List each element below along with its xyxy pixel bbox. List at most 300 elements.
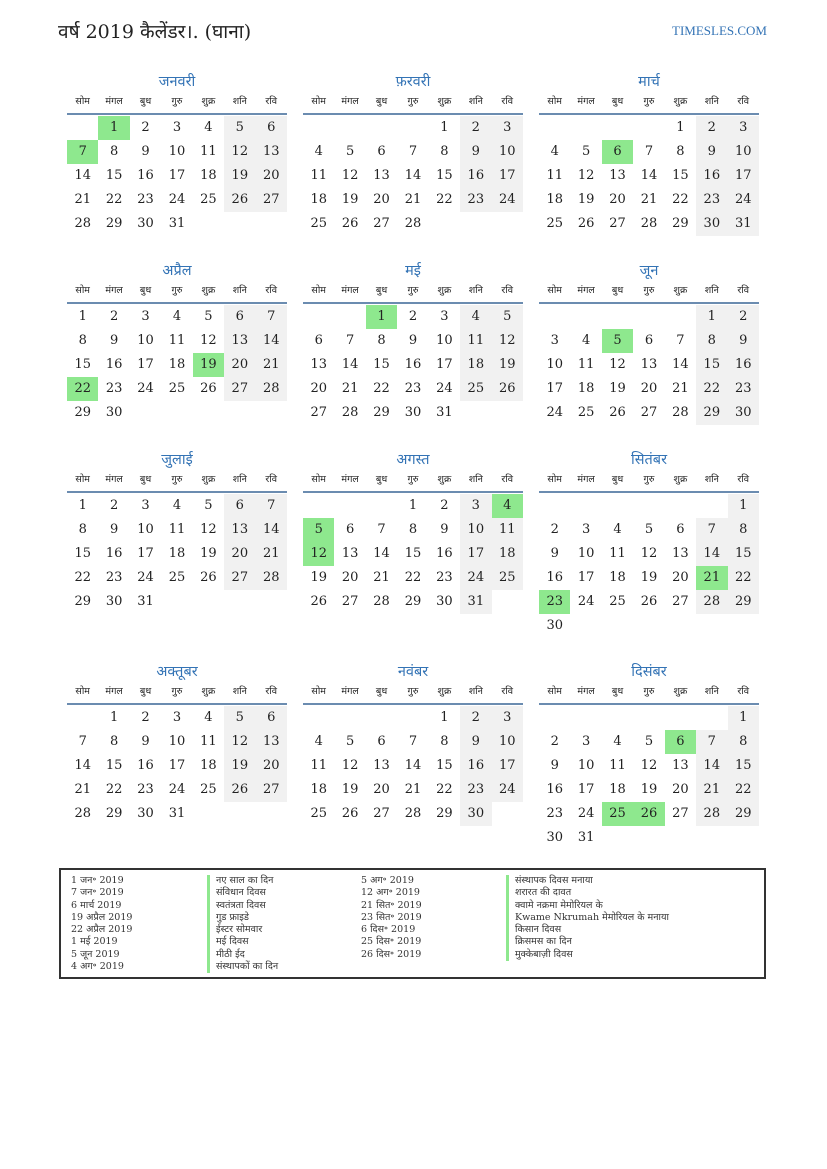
day-cell[interactable]: 23: [105, 570, 123, 585]
day-cell[interactable]: 21: [256, 542, 287, 566]
day-cell[interactable]: 8: [440, 734, 449, 749]
day-cell[interactable]: 12: [224, 730, 255, 754]
day-cell[interactable]: 26: [200, 381, 217, 396]
day-cell[interactable]: 30: [404, 405, 422, 420]
day-cell[interactable]: 25: [609, 594, 626, 609]
day-cell[interactable]: 27: [373, 806, 390, 821]
day-cell[interactable]: 20: [224, 542, 255, 566]
day-cell[interactable]: 28: [373, 594, 390, 609]
day-cell[interactable]: 19: [341, 782, 359, 797]
day-cell[interactable]: 24: [492, 188, 523, 212]
day-cell[interactable]: 4: [314, 734, 323, 749]
day-cell[interactable]: 15: [74, 546, 91, 561]
day-cell[interactable]: 18: [492, 542, 523, 566]
day-cell[interactable]: 18: [200, 758, 217, 773]
day-cell[interactable]: 19: [224, 754, 255, 778]
day-cell[interactable]: 17: [577, 782, 595, 797]
day-cell[interactable]: 6: [377, 734, 386, 749]
day-cell[interactable]: 14: [672, 357, 689, 372]
day-cell[interactable]: 8: [78, 522, 87, 537]
day-cell[interactable]: 10: [577, 758, 595, 773]
day-cell[interactable]: 23: [728, 377, 759, 401]
day-cell[interactable]: 17: [460, 542, 491, 566]
day-cell[interactable]: 22: [436, 782, 453, 797]
day-cell[interactable]: 21: [640, 192, 658, 207]
day-cell[interactable]: 3: [492, 116, 523, 140]
day-cell[interactable]: 28: [256, 377, 287, 401]
day-cell[interactable]: 14: [640, 168, 658, 183]
day-cell[interactable]: 18: [546, 192, 563, 207]
day-cell[interactable]: 16: [546, 782, 563, 797]
day-cell[interactable]: 30: [546, 830, 563, 845]
day-cell[interactable]: 1: [440, 120, 449, 135]
day-cell[interactable]: 16: [546, 570, 563, 585]
day-cell[interactable]: 23: [460, 188, 491, 212]
day-cell[interactable]: 18: [168, 546, 186, 561]
day-cell[interactable]: 8: [676, 144, 685, 159]
day-cell[interactable]: 13: [341, 546, 359, 561]
day-cell[interactable]: 11: [577, 357, 595, 372]
day-cell[interactable]: 11: [492, 518, 523, 542]
day-cell[interactable]: 27: [256, 188, 287, 212]
day-cell[interactable]: 28: [696, 590, 727, 614]
day-cell[interactable]: 11: [546, 168, 563, 183]
day-cell[interactable]: 5: [224, 116, 255, 140]
day-cell[interactable]: 7: [644, 144, 654, 159]
day-cell[interactable]: 1: [728, 706, 759, 730]
day-cell[interactable]: 15: [728, 754, 759, 778]
day-cell[interactable]: 22: [672, 192, 689, 207]
day-cell[interactable]: 16: [460, 164, 491, 188]
day-cell[interactable]: 24: [168, 192, 186, 207]
day-cell[interactable]: 14: [74, 758, 91, 773]
day-cell[interactable]: 19: [492, 353, 523, 377]
day-cell[interactable]: 20: [341, 570, 359, 585]
day-cell[interactable]: 18: [168, 357, 186, 372]
day-cell[interactable]: 13: [672, 546, 689, 561]
day-cell[interactable]: 21: [404, 192, 422, 207]
day-cell[interactable]: 25: [310, 216, 327, 231]
day-cell[interactable]: 10: [577, 546, 595, 561]
day-cell[interactable]: 3: [460, 494, 491, 518]
day-cell[interactable]: 21: [373, 570, 390, 585]
day-cell[interactable]: 17: [168, 168, 186, 183]
day-cell[interactable]: 16: [105, 546, 123, 561]
day-cell[interactable]: 29: [404, 594, 422, 609]
day-cell[interactable]: 24: [436, 381, 453, 396]
day-cell[interactable]: 2: [141, 710, 150, 725]
day-cell[interactable]: 5: [224, 706, 255, 730]
day-cell[interactable]: 14: [373, 546, 390, 561]
day-cell[interactable]: 6: [644, 333, 654, 348]
day-cell[interactable]: 26: [640, 594, 658, 609]
day-cell[interactable]: 24: [460, 566, 491, 590]
day-cell[interactable]: 3: [728, 116, 759, 140]
day-cell[interactable]: 4: [550, 144, 559, 159]
day-cell[interactable]: 11: [200, 734, 217, 749]
day-cell[interactable]: 12: [341, 758, 359, 773]
day-cell[interactable]: 8: [408, 522, 418, 537]
day-cell[interactable]: 10: [460, 518, 491, 542]
day-cell[interactable]: 8: [696, 329, 727, 353]
day-cell[interactable]: 7: [696, 518, 727, 542]
day-cell[interactable]: 4: [204, 120, 213, 135]
day-cell[interactable]: 24: [492, 778, 523, 802]
day-cell[interactable]: 21: [256, 353, 287, 377]
day-cell[interactable]: 25: [200, 782, 217, 797]
day-cell[interactable]: 15: [436, 168, 453, 183]
day-cell[interactable]: 21: [696, 778, 727, 802]
day-cell[interactable]: 11: [168, 333, 186, 348]
day-cell[interactable]: 29: [696, 401, 727, 425]
day-cell[interactable]: 13: [310, 357, 327, 372]
day-cell[interactable]: 11: [168, 522, 186, 537]
day-cell[interactable]: 29: [105, 806, 123, 821]
day-cell[interactable]: 13: [373, 758, 390, 773]
day-cell[interactable]: 18: [200, 168, 217, 183]
day-cell[interactable]: 22: [436, 192, 453, 207]
day-cell[interactable]: 20: [373, 192, 390, 207]
day-cell[interactable]: 11: [460, 329, 491, 353]
day-cell[interactable]: 20: [609, 192, 626, 207]
day-cell[interactable]: 9: [141, 144, 150, 159]
day-cell[interactable]: 15: [436, 758, 453, 773]
day-cell[interactable]: 16: [105, 357, 123, 372]
day-cell[interactable]: 21: [672, 381, 689, 396]
day-cell[interactable]: 5: [644, 522, 654, 537]
day-cell[interactable]: 9: [728, 329, 759, 353]
day-cell[interactable]: 31: [137, 594, 154, 609]
day-cell[interactable]: 25: [492, 566, 523, 590]
holiday-day-cell[interactable]: 6: [602, 140, 633, 164]
day-cell[interactable]: 18: [460, 353, 491, 377]
day-cell[interactable]: 1: [440, 710, 449, 725]
day-cell[interactable]: 1: [78, 498, 87, 513]
day-cell[interactable]: 28: [256, 566, 287, 590]
day-cell[interactable]: 3: [440, 309, 449, 324]
day-cell[interactable]: 2: [109, 309, 119, 324]
day-cell[interactable]: 12: [640, 546, 658, 561]
day-cell[interactable]: 27: [640, 405, 658, 420]
day-cell[interactable]: 15: [696, 353, 727, 377]
holiday-day-cell[interactable]: 12: [303, 542, 334, 566]
day-cell[interactable]: 10: [492, 140, 523, 164]
day-cell[interactable]: 16: [728, 353, 759, 377]
day-cell[interactable]: 9: [550, 546, 559, 561]
day-cell[interactable]: 10: [137, 522, 154, 537]
holiday-day-cell[interactable]: 22: [67, 377, 98, 401]
day-cell[interactable]: 14: [404, 758, 422, 773]
day-cell[interactable]: 12: [492, 329, 523, 353]
day-cell[interactable]: 25: [460, 377, 491, 401]
day-cell[interactable]: 9: [440, 522, 449, 537]
holiday-day-cell[interactable]: 4: [492, 494, 523, 518]
day-cell[interactable]: 30: [436, 594, 453, 609]
day-cell[interactable]: 19: [609, 381, 626, 396]
day-cell[interactable]: 17: [577, 570, 595, 585]
day-cell[interactable]: 8: [78, 333, 87, 348]
day-cell[interactable]: 7: [408, 144, 418, 159]
holiday-day-cell[interactable]: 5: [303, 518, 334, 542]
day-cell[interactable]: 6: [345, 522, 355, 537]
day-cell[interactable]: 15: [105, 758, 123, 773]
day-cell[interactable]: 25: [546, 216, 563, 231]
day-cell[interactable]: 28: [404, 806, 422, 821]
day-cell[interactable]: 7: [345, 333, 355, 348]
day-cell[interactable]: 28: [640, 216, 658, 231]
day-cell[interactable]: 15: [728, 542, 759, 566]
day-cell[interactable]: 18: [577, 381, 595, 396]
day-cell[interactable]: 12: [224, 140, 255, 164]
day-cell[interactable]: 7: [696, 730, 727, 754]
holiday-day-cell[interactable]: 19: [193, 353, 224, 377]
day-cell[interactable]: 11: [609, 758, 626, 773]
day-cell[interactable]: 19: [640, 782, 658, 797]
day-cell[interactable]: 15: [373, 357, 390, 372]
day-cell[interactable]: 4: [204, 710, 213, 725]
day-cell[interactable]: 28: [672, 405, 689, 420]
day-cell[interactable]: 7: [408, 734, 418, 749]
day-cell[interactable]: 1: [728, 494, 759, 518]
day-cell[interactable]: 24: [728, 188, 759, 212]
day-cell[interactable]: 17: [492, 754, 523, 778]
day-cell[interactable]: 16: [460, 754, 491, 778]
day-cell[interactable]: 22: [696, 377, 727, 401]
day-cell[interactable]: 9: [460, 140, 491, 164]
day-cell[interactable]: 24: [577, 594, 595, 609]
holiday-day-cell[interactable]: 1: [98, 116, 129, 140]
day-cell[interactable]: 4: [613, 522, 622, 537]
day-cell[interactable]: 22: [105, 192, 123, 207]
day-cell[interactable]: 25: [310, 806, 327, 821]
day-cell[interactable]: 8: [728, 518, 759, 542]
day-cell[interactable]: 6: [256, 116, 287, 140]
day-cell[interactable]: 21: [341, 381, 359, 396]
day-cell[interactable]: 24: [168, 782, 186, 797]
day-cell[interactable]: 1: [696, 305, 727, 329]
day-cell[interactable]: 30: [696, 212, 727, 236]
day-cell[interactable]: 1: [78, 309, 87, 324]
day-cell[interactable]: 20: [672, 782, 689, 797]
day-cell[interactable]: 3: [550, 333, 559, 348]
day-cell[interactable]: 10: [436, 333, 453, 348]
day-cell[interactable]: 6: [224, 305, 255, 329]
day-cell[interactable]: 30: [728, 401, 759, 425]
day-cell[interactable]: 23: [105, 381, 123, 396]
day-cell[interactable]: 27: [672, 594, 689, 609]
day-cell[interactable]: 29: [373, 405, 390, 420]
day-cell[interactable]: 10: [168, 734, 186, 749]
day-cell[interactable]: 17: [168, 758, 186, 773]
day-cell[interactable]: 20: [224, 353, 255, 377]
day-cell[interactable]: 27: [672, 806, 689, 821]
day-cell[interactable]: 4: [613, 734, 622, 749]
day-cell[interactable]: 5: [644, 734, 654, 749]
day-cell[interactable]: 26: [341, 806, 359, 821]
day-cell[interactable]: 2: [550, 734, 559, 749]
day-cell[interactable]: 27: [609, 216, 626, 231]
day-cell[interactable]: 11: [200, 144, 217, 159]
day-cell[interactable]: 18: [609, 782, 626, 797]
day-cell[interactable]: 31: [436, 405, 453, 420]
day-cell[interactable]: 17: [492, 164, 523, 188]
day-cell[interactable]: 16: [696, 164, 727, 188]
day-cell[interactable]: 16: [137, 758, 154, 773]
day-cell[interactable]: 6: [256, 706, 287, 730]
day-cell[interactable]: 13: [640, 357, 658, 372]
day-cell[interactable]: 26: [310, 594, 327, 609]
site-link[interactable]: TIMESLES.COM: [672, 23, 767, 38]
day-cell[interactable]: 13: [609, 168, 626, 183]
day-cell[interactable]: 26: [341, 216, 359, 231]
day-cell[interactable]: 21: [404, 782, 422, 797]
day-cell[interactable]: 29: [105, 216, 123, 231]
day-cell[interactable]: 23: [696, 188, 727, 212]
day-cell[interactable]: 28: [74, 806, 91, 821]
day-cell[interactable]: 3: [141, 498, 150, 513]
day-cell[interactable]: 3: [492, 706, 523, 730]
day-cell[interactable]: 3: [141, 309, 150, 324]
day-cell[interactable]: 28: [404, 216, 422, 231]
day-cell[interactable]: 24: [546, 405, 563, 420]
day-cell[interactable]: 13: [224, 518, 255, 542]
day-cell[interactable]: 24: [577, 806, 595, 821]
day-cell[interactable]: 22: [404, 570, 422, 585]
day-cell[interactable]: 20: [672, 570, 689, 585]
day-cell[interactable]: 15: [74, 357, 91, 372]
day-cell[interactable]: 26: [609, 405, 626, 420]
day-cell[interactable]: 17: [137, 357, 154, 372]
day-cell[interactable]: 18: [310, 782, 327, 797]
day-cell[interactable]: 26: [224, 188, 255, 212]
day-cell[interactable]: 22: [728, 566, 759, 590]
day-cell[interactable]: 23: [137, 782, 154, 797]
day-cell[interactable]: 19: [310, 570, 327, 585]
day-cell[interactable]: 14: [256, 518, 287, 542]
day-cell[interactable]: 7: [676, 333, 685, 348]
day-cell[interactable]: 31: [168, 216, 186, 231]
day-cell[interactable]: 22: [74, 570, 91, 585]
day-cell[interactable]: 9: [550, 758, 559, 773]
day-cell[interactable]: 30: [137, 216, 154, 231]
day-cell[interactable]: 26: [200, 570, 217, 585]
day-cell[interactable]: 16: [436, 546, 453, 561]
day-cell[interactable]: 20: [640, 381, 658, 396]
day-cell[interactable]: 16: [404, 357, 422, 372]
day-cell[interactable]: 22: [373, 381, 390, 396]
day-cell[interactable]: 3: [581, 734, 591, 749]
day-cell[interactable]: 29: [436, 806, 453, 821]
day-cell[interactable]: 4: [172, 309, 182, 324]
day-cell[interactable]: 22: [105, 782, 123, 797]
day-cell[interactable]: 27: [341, 594, 359, 609]
day-cell[interactable]: 23: [460, 778, 491, 802]
day-cell[interactable]: 18: [310, 192, 327, 207]
day-cell[interactable]: 14: [696, 754, 727, 778]
day-cell[interactable]: 5: [345, 734, 355, 749]
day-cell[interactable]: 17: [436, 357, 453, 372]
day-cell[interactable]: 10: [546, 357, 563, 372]
day-cell[interactable]: 30: [105, 594, 123, 609]
day-cell[interactable]: 28: [74, 216, 91, 231]
day-cell[interactable]: 15: [404, 546, 422, 561]
day-cell[interactable]: 4: [314, 144, 323, 159]
day-cell[interactable]: 17: [137, 546, 154, 561]
day-cell[interactable]: 2: [440, 498, 449, 513]
day-cell[interactable]: 19: [200, 546, 217, 561]
day-cell[interactable]: 26: [577, 216, 595, 231]
holiday-day-cell[interactable]: 5: [602, 329, 633, 353]
day-cell[interactable]: 9: [408, 333, 418, 348]
day-cell[interactable]: 2: [550, 522, 559, 537]
day-cell[interactable]: 27: [256, 778, 287, 802]
day-cell[interactable]: 6: [314, 333, 323, 348]
day-cell[interactable]: 12: [609, 357, 626, 372]
day-cell[interactable]: 21: [74, 782, 91, 797]
day-cell[interactable]: 7: [377, 522, 386, 537]
day-cell[interactable]: 19: [640, 570, 658, 585]
day-cell[interactable]: 26: [492, 377, 523, 401]
day-cell[interactable]: 29: [728, 802, 759, 826]
day-cell[interactable]: 30: [460, 802, 491, 826]
day-cell[interactable]: 19: [341, 192, 359, 207]
day-cell[interactable]: 12: [640, 758, 658, 773]
day-cell[interactable]: 29: [74, 405, 91, 420]
day-cell[interactable]: 5: [492, 305, 523, 329]
day-cell[interactable]: 10: [137, 333, 154, 348]
day-cell[interactable]: 14: [404, 168, 422, 183]
day-cell[interactable]: 9: [141, 734, 150, 749]
day-cell[interactable]: 7: [256, 305, 287, 329]
day-cell[interactable]: 28: [696, 802, 727, 826]
day-cell[interactable]: 9: [460, 730, 491, 754]
day-cell[interactable]: 29: [672, 216, 689, 231]
day-cell[interactable]: 20: [256, 164, 287, 188]
day-cell[interactable]: 14: [256, 329, 287, 353]
day-cell[interactable]: 6: [224, 494, 255, 518]
day-cell[interactable]: 18: [609, 570, 626, 585]
day-cell[interactable]: 13: [224, 329, 255, 353]
day-cell[interactable]: 12: [341, 168, 359, 183]
day-cell[interactable]: 3: [172, 710, 182, 725]
day-cell[interactable]: 5: [204, 309, 213, 324]
day-cell[interactable]: 29: [74, 594, 91, 609]
day-cell[interactable]: 2: [460, 116, 491, 140]
day-cell[interactable]: 23: [137, 192, 154, 207]
day-cell[interactable]: 20: [256, 754, 287, 778]
day-cell[interactable]: 3: [172, 120, 182, 135]
day-cell[interactable]: 7: [78, 734, 87, 749]
day-cell[interactable]: 4: [172, 498, 182, 513]
holiday-day-cell[interactable]: 25: [602, 802, 633, 826]
day-cell[interactable]: 8: [109, 734, 119, 749]
day-cell[interactable]: 1: [408, 498, 418, 513]
day-cell[interactable]: 11: [310, 168, 327, 183]
day-cell[interactable]: 30: [546, 618, 563, 633]
day-cell[interactable]: 7: [256, 494, 287, 518]
day-cell[interactable]: 23: [436, 570, 453, 585]
day-cell[interactable]: 2: [696, 116, 727, 140]
day-cell[interactable]: 5: [204, 498, 213, 513]
day-cell[interactable]: 15: [105, 168, 123, 183]
day-cell[interactable]: 20: [310, 381, 327, 396]
day-cell[interactable]: 10: [492, 730, 523, 754]
day-cell[interactable]: 2: [460, 706, 491, 730]
day-cell[interactable]: 31: [728, 212, 759, 236]
day-cell[interactable]: 5: [581, 144, 591, 159]
day-cell[interactable]: 13: [672, 758, 689, 773]
day-cell[interactable]: 25: [168, 570, 186, 585]
